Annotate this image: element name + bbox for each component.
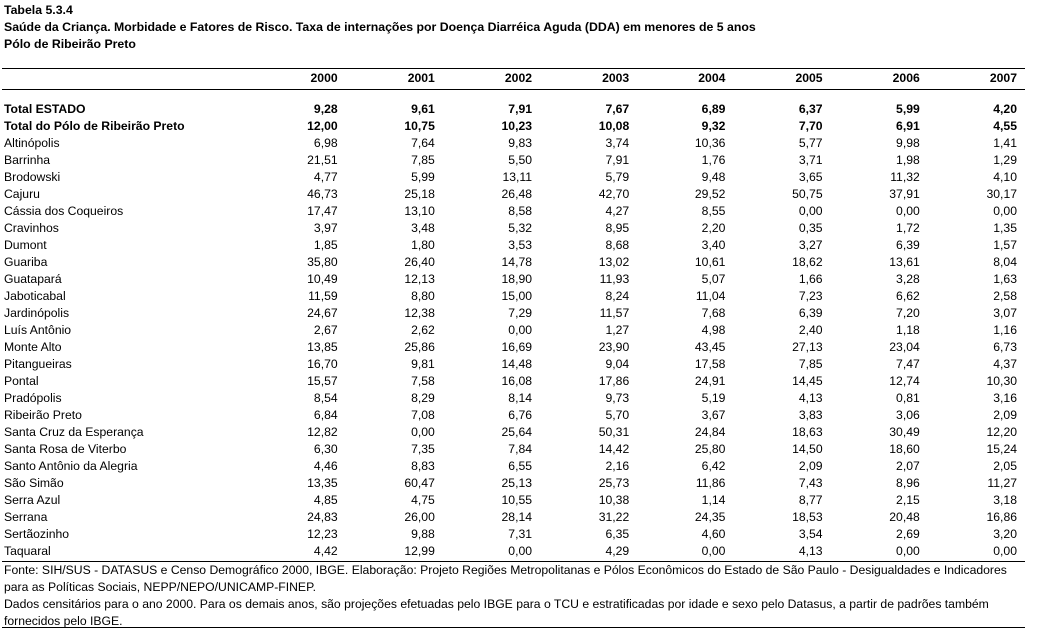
- row-label: Barrinha: [4, 153, 51, 167]
- table-cell: 24,84: [694, 425, 726, 439]
- table-cell: 10,49: [307, 272, 338, 286]
- footnote-note: Dados censitários para o ano 2000. Para os demais anos, são projeções efetuadas pelo IBGE para o TCU e estratificadas por idade e sexo pelo Datasus, a partir de padrões também fornecidos pelo IBGE.: [4, 597, 989, 628]
- column-header-year: 2000: [310, 71, 338, 85]
- table-row: [2, 220, 1025, 237]
- table-cell: 7,43: [798, 476, 823, 490]
- table-row: [2, 390, 1025, 407]
- row-label: Santa Cruz da Esperança: [4, 425, 144, 439]
- table-cell: 23,90: [598, 340, 630, 354]
- table-title: Saúde da Criança. Morbidade e Fatores de Risco. Taxa de internações por Doença Diarréica Aguda (DDA) em menores de 5 anos: [4, 20, 756, 34]
- table-cell: 9,04: [605, 357, 630, 371]
- table-cell: 6,37: [798, 102, 823, 116]
- table-cell: 3,18: [993, 493, 1017, 507]
- row-label: Cajuru: [4, 187, 40, 201]
- table-cell: 17,86: [598, 374, 630, 388]
- table-cell: 0,00: [896, 204, 920, 218]
- table-cell: 46,73: [307, 187, 338, 201]
- table-row: [2, 203, 1025, 220]
- table-row: [2, 407, 1025, 424]
- table-cell: 5,77: [798, 136, 823, 150]
- table-cell: 8,58: [508, 204, 533, 218]
- table-cell: 24,67: [307, 306, 338, 320]
- table-cell: 2,16: [605, 459, 630, 473]
- row-label: Total do Pólo de Ribeirão Preto: [4, 119, 185, 133]
- table-row: [2, 254, 1025, 271]
- table-cell: 21,51: [307, 153, 338, 167]
- row-label: Sertãozinho: [4, 527, 70, 541]
- column-header-label: [2, 69, 249, 87]
- table-cell: 2,09: [993, 408, 1017, 422]
- row-label: Serrana: [4, 510, 48, 524]
- table-cell: 4,60: [701, 527, 726, 541]
- table-cell: 15,57: [307, 374, 338, 388]
- table-cell: 1,14: [701, 493, 726, 507]
- table-cell: 14,45: [792, 374, 823, 388]
- table-cell: 8,77: [798, 493, 823, 507]
- table-row: [2, 441, 1025, 458]
- table-cell: 25,73: [598, 476, 630, 490]
- table-cell: 4,10: [993, 170, 1017, 184]
- table-cell: 5,99: [411, 170, 435, 184]
- table-cell: 26,00: [404, 510, 435, 524]
- table-cell: 0,81: [896, 391, 920, 405]
- table-cell: 2,05: [993, 459, 1017, 473]
- column-header-year: 2004: [698, 71, 726, 85]
- table-cell: 1,98: [896, 153, 920, 167]
- table-cell: 7,64: [411, 136, 435, 150]
- table-cell: 12,74: [889, 374, 920, 388]
- row-label: Santo Antônio da Alegria: [4, 459, 138, 473]
- table-cell: 11,86: [695, 476, 726, 490]
- table-cell: 0,00: [896, 544, 920, 558]
- table-cell: 3,83: [798, 408, 823, 422]
- table-cell: 1,72: [896, 221, 920, 235]
- table-cell: 3,27: [798, 238, 823, 252]
- table-cell: 3,54: [798, 527, 823, 541]
- table-cell: 10,36: [694, 136, 726, 150]
- table-cell: 6,42: [701, 459, 726, 473]
- table-cell: 1,80: [411, 238, 435, 252]
- table-row: [2, 271, 1025, 288]
- table-cell: 9,28: [313, 102, 338, 116]
- table-cell: 0,00: [798, 204, 823, 218]
- table-cell: 35,80: [307, 255, 338, 269]
- table-cell: 6,39: [896, 238, 920, 252]
- table-cell: 2,58: [993, 289, 1017, 303]
- table-cell: 10,55: [501, 493, 533, 507]
- table-row: [2, 475, 1025, 492]
- table-row: [2, 458, 1025, 475]
- table-cell: 6,30: [313, 442, 338, 456]
- footnote-source: Fonte: SIH/SUS - DATASUS e Censo Demográfico 2000, IBGE. Elaboração: Projeto Regiões Metropolitanas e Pólos Econômicos do Estado de São Paulo - Desigualdades e Indicadores para as Políticas Sociais, NEPP/NEPO/UNICAMP-FINEP.: [4, 563, 1007, 594]
- row-label: Jardinópolis: [4, 306, 70, 320]
- column-header-year: 2007: [989, 71, 1017, 85]
- table-cell: 12,38: [404, 306, 435, 320]
- table-cell: 6,55: [508, 459, 533, 473]
- row-label: Santa Rosa de Viterbo: [4, 442, 127, 456]
- table-cell: 16,69: [501, 340, 533, 354]
- table-cell: 12,00: [307, 119, 338, 133]
- table-cell: 3,07: [993, 306, 1017, 320]
- table-row: [2, 492, 1025, 509]
- table-cell: 6,91: [896, 119, 920, 133]
- table-cell: 9,98: [896, 136, 920, 150]
- table-cell: 17,47: [307, 204, 338, 218]
- table-cell: 7,91: [508, 102, 533, 116]
- table-cell: 3,53: [508, 238, 533, 252]
- table-cell: 11,93: [599, 272, 630, 286]
- table-cell: 0,00: [993, 544, 1017, 558]
- table-row: [2, 288, 1025, 305]
- spacer-row: [2, 87, 1025, 101]
- table-cell: 12,82: [307, 425, 338, 439]
- table-cell: 4,20: [993, 102, 1017, 116]
- table-cell: 7,31: [508, 527, 533, 541]
- table-cell: 26,48: [501, 187, 533, 201]
- column-header-year: 2005: [795, 71, 823, 85]
- table-cell: 8,83: [411, 459, 435, 473]
- table-cell: 4,13: [798, 391, 823, 405]
- column-header-year: 2003: [602, 71, 630, 85]
- table-row: [2, 152, 1025, 169]
- table-cell: 25,18: [404, 187, 435, 201]
- table-cell: 9,88: [411, 527, 435, 541]
- table-cell: 13,85: [307, 340, 338, 354]
- table-cell: 5,79: [605, 170, 630, 184]
- table-region: Pólo de Ribeirão Preto: [4, 37, 136, 51]
- table-cell: 7,67: [605, 102, 630, 116]
- table-cell: 50,75: [792, 187, 823, 201]
- table-cell: 13,35: [307, 476, 338, 490]
- table-title-block: [4, 2, 756, 53]
- table-cell: 1,66: [798, 272, 823, 286]
- table-cell: 43,45: [694, 340, 726, 354]
- table-cell: 7,47: [896, 357, 920, 371]
- table-row: [2, 543, 1025, 560]
- row-label: Brodowski: [4, 170, 61, 184]
- table-cell: 14,78: [501, 255, 533, 269]
- table-cell: 5,99: [896, 102, 920, 116]
- table-cell: 5,19: [701, 391, 726, 405]
- table-cell: 25,80: [694, 442, 726, 456]
- table-cell: 4,29: [605, 544, 630, 558]
- table-cell: 2,67: [313, 323, 338, 337]
- table-cell: 11,59: [308, 289, 338, 303]
- table-cell: 1,41: [993, 136, 1017, 150]
- table-cell: 18,63: [792, 425, 823, 439]
- table-cell: 4,85: [313, 493, 338, 507]
- table-cell: 8,04: [993, 255, 1017, 269]
- row-label: Altinópolis: [4, 136, 60, 150]
- table-cell: 10,30: [986, 374, 1017, 388]
- table-cell: 1,85: [313, 238, 338, 252]
- table-cell: 8,96: [896, 476, 920, 490]
- table-cell: 1,18: [896, 323, 920, 337]
- table-cell: 37,91: [889, 187, 920, 201]
- table-cell: 8,29: [411, 391, 435, 405]
- table-cell: 16,86: [986, 510, 1017, 524]
- table-cell: 7,85: [411, 153, 435, 167]
- table-cell: 3,40: [701, 238, 726, 252]
- row-label: Pitangueiras: [4, 357, 72, 371]
- table-row: [2, 186, 1025, 203]
- table-cell: 2,07: [896, 459, 920, 473]
- table-cell: 2,40: [798, 323, 823, 337]
- table-cell: 0,35: [798, 221, 823, 235]
- table-cell: 18,60: [889, 442, 920, 456]
- table-cell: 50,31: [598, 425, 630, 439]
- table-cell: 4,27: [605, 204, 630, 218]
- table-cell: 3,06: [896, 408, 920, 422]
- table-cell: 11,27: [987, 476, 1017, 490]
- table-cell: 12,99: [404, 544, 435, 558]
- row-label: Monte Alto: [4, 340, 62, 354]
- table-cell: 9,61: [411, 102, 435, 116]
- table-cell: 5,32: [508, 221, 533, 235]
- table-cell: 3,71: [798, 153, 823, 167]
- table-cell: 8,68: [605, 238, 630, 252]
- table-cell: 11,57: [599, 306, 630, 320]
- table-cell: 25,64: [501, 425, 533, 439]
- table-cell: 6,76: [508, 408, 533, 422]
- table-cell: 11,04: [695, 289, 726, 303]
- table-cell: 4,75: [411, 493, 435, 507]
- table-cell: 7,23: [798, 289, 823, 303]
- table-cell: 1,16: [993, 323, 1017, 337]
- table-cell: 7,91: [605, 153, 630, 167]
- table-cell: 7,68: [701, 306, 726, 320]
- table-cell: 8,54: [313, 391, 338, 405]
- table-cell: 5,50: [508, 153, 533, 167]
- table-cell: 7,85: [798, 357, 823, 371]
- table-cell: 7,84: [508, 442, 533, 456]
- table-cell: 30,17: [986, 187, 1017, 201]
- row-label: Total ESTADO: [4, 102, 86, 116]
- table-cell: 8,55: [701, 204, 726, 218]
- table-row: [2, 305, 1025, 322]
- row-label: Guariba: [4, 255, 48, 269]
- column-header-year: 2001: [407, 71, 435, 85]
- table-cell: 7,08: [411, 408, 435, 422]
- table-cell: 2,20: [701, 221, 726, 235]
- row-label: Luís Antônio: [4, 323, 72, 337]
- table-cell: 6,35: [605, 527, 630, 541]
- table-cell: 2,62: [411, 323, 435, 337]
- table-row: [2, 322, 1025, 339]
- table-cell: 7,29: [508, 306, 533, 320]
- table-cell: 3,28: [896, 272, 920, 286]
- row-label: Pradópolis: [4, 391, 62, 405]
- table-cell: 5,70: [605, 408, 630, 422]
- table-cell: 1,27: [605, 323, 630, 337]
- table-cell: 29,52: [694, 187, 726, 201]
- row-label: Pontal: [4, 374, 39, 388]
- table-cell: 8,95: [605, 221, 630, 235]
- table-cell: 1,63: [993, 272, 1017, 286]
- table-cell: 9,83: [508, 136, 533, 150]
- total-row: [2, 101, 1025, 118]
- table-cell: 3,74: [605, 136, 630, 150]
- table-cell: 4,46: [313, 459, 338, 473]
- table-cell: 15,00: [501, 289, 533, 303]
- column-header-year: 2002: [504, 71, 533, 85]
- table-cell: 25,86: [404, 340, 435, 354]
- table-cell: 9,81: [411, 357, 435, 371]
- table-cell: 7,70: [798, 119, 823, 133]
- table-cell: 3,65: [798, 170, 823, 184]
- table-cell: 18,90: [501, 272, 533, 286]
- table-row: [2, 373, 1025, 390]
- table-cell: 6,62: [896, 289, 920, 303]
- table-cell: 10,23: [501, 119, 533, 133]
- table-cell: 6,89: [701, 102, 726, 116]
- table-cell: 2,69: [896, 527, 920, 541]
- table-cell: 4,42: [313, 544, 338, 558]
- table-cell: 24,35: [694, 510, 726, 524]
- table-cell: 14,48: [501, 357, 533, 371]
- table-cell: 4,77: [313, 170, 338, 184]
- table-cell: 14,50: [792, 442, 823, 456]
- row-label: Taquaral: [4, 544, 51, 558]
- table-row: [2, 135, 1025, 152]
- table-cell: 8,24: [605, 289, 630, 303]
- row-label: Cássia dos Coqueiros: [4, 204, 124, 218]
- table-cell: 6,84: [313, 408, 338, 422]
- table-cell: 20,48: [889, 510, 920, 524]
- row-label: Guatapará: [4, 272, 62, 286]
- table-number: Tabela 5.3.4: [4, 3, 73, 17]
- table-cell: 9,73: [605, 391, 630, 405]
- table-cell: 10,08: [598, 119, 630, 133]
- table-cell: 24,83: [307, 510, 338, 524]
- table-cell: 9,32: [701, 119, 726, 133]
- table-row: [2, 237, 1025, 254]
- table-cell: 0,00: [411, 425, 435, 439]
- table-cell: 4,55: [993, 119, 1017, 133]
- table-cell: 28,14: [501, 510, 533, 524]
- table-cell: 1,76: [701, 153, 726, 167]
- table-cell: 13,02: [598, 255, 630, 269]
- table-cell: 6,73: [993, 340, 1017, 354]
- row-label: Jaboticabal: [4, 289, 66, 303]
- table-cell: 3,67: [701, 408, 726, 422]
- table-row: [2, 169, 1025, 186]
- table-cell: 13,10: [404, 204, 435, 218]
- column-header-year: 2006: [892, 71, 920, 85]
- table-cell: 12,20: [986, 425, 1017, 439]
- header-row: [2, 69, 1025, 87]
- table-cell: 17,58: [694, 357, 726, 371]
- table-row: [2, 356, 1025, 373]
- table-cell: 6,39: [798, 306, 823, 320]
- table-cell: 60,47: [404, 476, 435, 490]
- table-cell: 27,13: [792, 340, 823, 354]
- table-cell: 26,40: [404, 255, 435, 269]
- table-cell: 13,61: [889, 255, 920, 269]
- row-label: Dumont: [4, 238, 47, 252]
- table-cell: 6,98: [313, 136, 338, 150]
- table-cell: 10,75: [404, 119, 435, 133]
- table-cell: 0,00: [508, 544, 533, 558]
- table-cell: 15,24: [986, 442, 1017, 456]
- table-cell: 4,98: [701, 323, 726, 337]
- row-label: Serra Azul: [4, 493, 61, 507]
- row-label: Cravinhos: [4, 221, 59, 235]
- table-cell: 8,14: [508, 391, 533, 405]
- data-table: [2, 69, 1025, 560]
- table-cell: 16,08: [501, 374, 533, 388]
- table-cell: 23,04: [889, 340, 920, 354]
- table-cell: 7,20: [896, 306, 920, 320]
- table-cell: 7,58: [411, 374, 435, 388]
- table-cell: 5,07: [701, 272, 726, 286]
- footer-rule: [2, 627, 1025, 628]
- table-cell: 16,70: [307, 357, 338, 371]
- table-cell: 24,91: [694, 374, 726, 388]
- table-cell: 12,23: [307, 527, 338, 541]
- table-cell: 11,32: [890, 170, 920, 184]
- table-body: [2, 87, 1025, 560]
- table-cell: 3,97: [313, 221, 338, 235]
- total-row: [2, 118, 1025, 135]
- table-cell: 25,13: [501, 476, 533, 490]
- table-cell: 3,20: [993, 527, 1017, 541]
- row-label: São Simão: [4, 476, 64, 490]
- table-cell: 1,35: [993, 221, 1017, 235]
- table-cell: 10,38: [598, 493, 630, 507]
- table-row: [2, 509, 1025, 526]
- table-cell: 9,48: [701, 170, 726, 184]
- table-cell: 2,09: [798, 459, 823, 473]
- table-cell: 3,16: [993, 391, 1017, 405]
- table-cell: 7,35: [411, 442, 435, 456]
- table-cell: 0,00: [993, 204, 1017, 218]
- table-cell: 1,29: [993, 153, 1017, 167]
- table-cell: 18,53: [792, 510, 823, 524]
- table-cell: 18,62: [792, 255, 823, 269]
- table-cell: 31,22: [598, 510, 630, 524]
- table-cell: 0,00: [508, 323, 533, 337]
- table-row: [2, 526, 1025, 543]
- table-cell: 1,57: [993, 238, 1017, 252]
- table-cell: 4,13: [798, 544, 823, 558]
- table-cell: 0,00: [701, 544, 726, 558]
- table-cell: 2,15: [896, 493, 920, 507]
- row-label: Ribeirão Preto: [4, 408, 82, 422]
- table-row: [2, 339, 1025, 356]
- table-cell: 42,70: [598, 187, 630, 201]
- table-cell: 8,80: [411, 289, 435, 303]
- table-cell: 12,13: [404, 272, 435, 286]
- table-cell: 3,48: [411, 221, 435, 235]
- table-cell: 10,61: [694, 255, 726, 269]
- table-cell: 4,37: [993, 357, 1017, 371]
- table-cell: 13,11: [502, 170, 533, 184]
- table-row: [2, 424, 1025, 441]
- table-cell: 14,42: [598, 442, 630, 456]
- table-cell: 30,49: [889, 425, 920, 439]
